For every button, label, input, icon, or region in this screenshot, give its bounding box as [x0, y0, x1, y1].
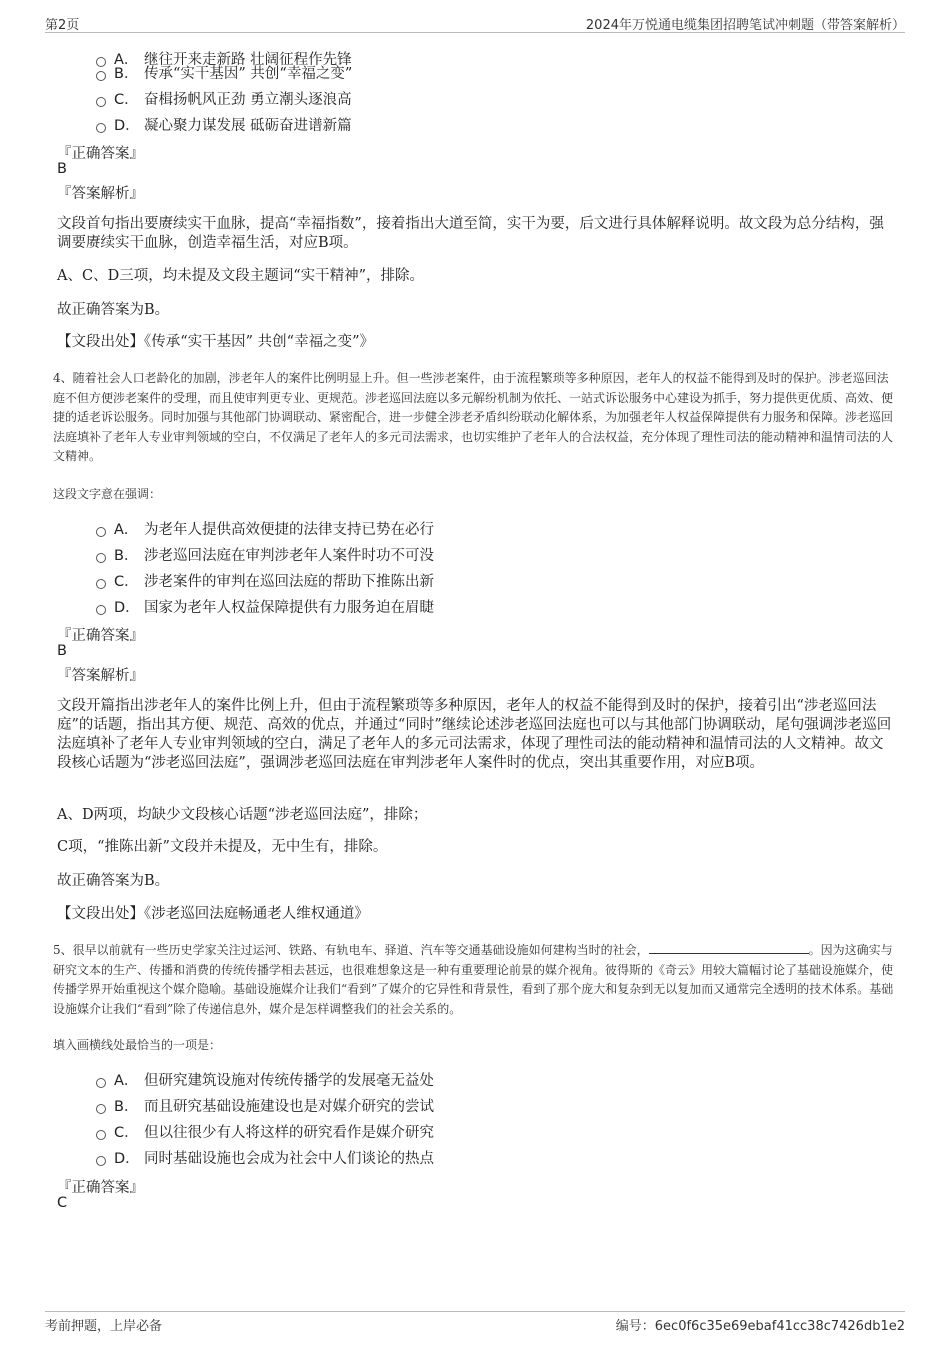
q3-answer-label: 『正确答案』 — [57, 146, 144, 162]
radio-icon[interactable] — [96, 579, 106, 589]
q3-option-d[interactable]: D． 凝心聚力谋发展 砥砺奋进谱新篇 — [96, 114, 352, 135]
q4-prompt: 这段文字意在强调： — [53, 487, 162, 501]
q4-answer-label: 『正确答案』 — [57, 628, 144, 644]
q4-option-d[interactable]: D． 国家为老年人权益保障提供有力服务迫在眉睫 — [96, 596, 434, 617]
radio-icon[interactable] — [96, 71, 106, 81]
document-title: 2024年万悦通电缆集团招聘笔试冲刺题（带答案解析） — [585, 18, 905, 33]
q4-analysis-text: C项，“推陈出新”文段并未提及，无中生有，排除。 — [57, 839, 388, 855]
radio-icon[interactable] — [96, 1078, 106, 1088]
q4-analysis-text: 故正确答案为B。 — [57, 873, 170, 889]
q5-option-b[interactable]: B． 而且研究基础设施建设也是对媒介研究的尝试 — [96, 1095, 434, 1116]
q4-option-b[interactable]: B． 涉老巡回法庭在审判涉老年人案件时功不可没 — [96, 544, 434, 565]
page-number: 第2页 — [45, 18, 80, 33]
q4-answer: B — [57, 643, 67, 659]
q3-answer: B — [57, 161, 67, 177]
q3-analysis-label: 『答案解析』 — [57, 186, 144, 202]
q4-analysis-label: 『答案解析』 — [57, 668, 144, 684]
radio-icon[interactable] — [96, 527, 106, 537]
radio-icon[interactable] — [96, 1156, 106, 1166]
radio-icon[interactable] — [96, 553, 106, 563]
q4-source: 【文段出处】《涉老巡回法庭畅通老人维权通道》 — [57, 906, 369, 922]
page-footer — [45, 1311, 905, 1333]
q4-analysis-text: A、D两项，均缺少文段核心话题“涉老巡回法庭”，排除； — [57, 807, 428, 823]
q5-question-text: 5、很早以前就有一些历史学家关注过运河、铁路、有轨电车、驿道、汽车等交通基础设施如何建构当时的社会， 。因为这确实与研究文本的生产、传播和消费的传统传播学相去甚远，也很难想象这是一种有重要理论前景的媒介视角。彼得斯的《奇云》用较大篇幅讨论了基础设施媒介，使传播学界开始重视这个媒介隐喻。基础设施媒介让我们“看到”了媒介的它异性和背景性，看到了那个庞大和复杂到无以复加而又通常完全透明的技术体系。基础设施媒介让我们“看到”除了传递信息外，媒介是怎样调整我们的社会关系的。 — [53, 943, 894, 1016]
q5-option-a[interactable]: A． 但研究建筑设施对传统传播学的发展毫无益处 — [96, 1069, 434, 1090]
footer-slogan: 考前押题，上岸必备 — [45, 1319, 163, 1334]
q3-analysis-text: 文段首句指出要赓续实干血脉，提高“幸福指数”，接着指出大道至简，实干为要，后文进行具体解释说明。故文段为总分结构，强调要赓续实干血脉，创造幸福生活，对应B项。 — [57, 216, 884, 251]
q5-answer-label: 『正确答案』 — [57, 1180, 144, 1196]
q4-option-c[interactable]: C． 涉老案件的审判在巡回法庭的帮助下推陈出新 — [96, 570, 434, 591]
fill-blank[interactable] — [649, 941, 809, 954]
q4-analysis-text: 文段开篇指出涉老年人的案件比例上升，但由于流程繁琐等多种原因，老年人的权益不能得到及时的保护，接着引出“涉老巡回法庭”的话题，指出其方便、规范、高效的优点，并通过“同时”继续论述涉老巡回法庭也可以与其他部门协调联动，尾句强调涉老巡回法庭填补了老年人专业审判领域的空白，满足了老年人的多元司法需求，体现了理性司法的能动精神和温情司法的人文精神。故文段核心话题为“涉老巡回法庭”，强调涉老巡回法庭在审判涉老年人案件时的优点，突出其重要作用，对应B项。 — [57, 698, 892, 771]
q3-source: 【文段出处】《传承“实干基因” 共创“幸福之变”》 — [57, 334, 375, 350]
document-id: 编号：6ec0f6c35e69ebaf41cc38c7426db1e2 — [615, 1319, 905, 1334]
q3-option-b[interactable]: B． 传承“实干基因” 共创“幸福之变” — [96, 62, 352, 83]
q5-prompt: 填入画横线处最恰当的一项是： — [53, 1038, 222, 1052]
q3-analysis-text: 故正确答案为B。 — [57, 302, 170, 318]
q5-option-d[interactable]: D． 同时基础设施也会成为社会中人们谈论的热点 — [96, 1147, 434, 1168]
q3-option-c[interactable]: C． 奋楫扬帆风正劲 勇立潮头逐浪高 — [96, 88, 352, 109]
q5-answer: C — [57, 1195, 68, 1211]
radio-icon[interactable] — [96, 123, 106, 133]
q3-analysis-text: A、C、D三项，均未提及文段主题词“实干精神”，排除。 — [57, 268, 425, 284]
radio-icon[interactable] — [96, 605, 106, 615]
radio-icon[interactable] — [96, 1104, 106, 1114]
radio-icon[interactable] — [96, 97, 106, 107]
q3-option-a[interactable]: A． 继往开来走新路 壮阔征程作先锋 — [96, 48, 352, 69]
q4-question-text: 4、随着社会人口老龄化的加剧，涉老年人的案件比例明显上升。但一些涉老案件，由于流程繁琐等多种原因，老年人的权益不能得到及时的保护。涉老巡回法庭不但方便涉老案件的受理，而且使审判更专业、更规范。涉老巡回法庭以多元解纷机制为依托、一站式诉讼服务中心建设为抓手，努力提供更优质、高效、便捷的适老诉讼服务。同时加强与其他部门协调联动、紧密配合，进一步健全涉老矛盾纠纷联动化解体系，为加强老年人权益保障提供有力服务和保障。涉老巡回法庭填补了老年人专业审判领域的空白，不仅满足了老年人的多元司法需求，也切实维护了老年人的合法权益，充分体现了理性司法的能动精神和温情司法的人文精神。 — [53, 371, 894, 463]
radio-icon[interactable] — [96, 1130, 106, 1140]
page-header — [45, 14, 905, 33]
q4-option-a[interactable]: A． 为老年人提供高效便捷的法律支持已势在必行 — [96, 518, 434, 539]
q5-option-c[interactable]: C． 但以往很少有人将这样的研究看作是媒介研究 — [96, 1121, 434, 1142]
